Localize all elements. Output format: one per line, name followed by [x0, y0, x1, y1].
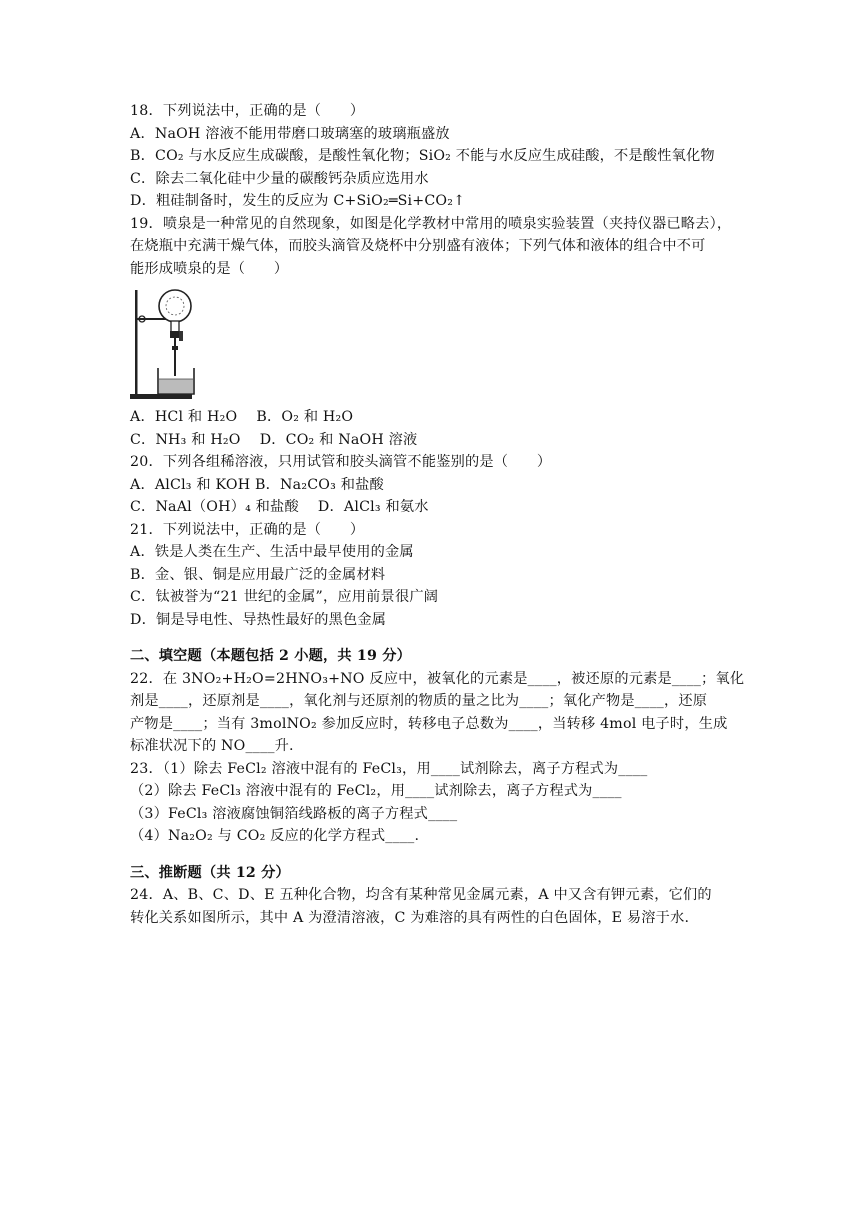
exam-page — [130, 100, 745, 929]
option-b: B．CO₂ 与水反应生成碳酸，是酸性氧化物；SiO₂ 不能与水反应生成硅酸，不是酸性氧化物 — [130, 148, 715, 164]
question-stem: 19．喷泉是一种常见的自然现象，如图是化学教材中常用的喷泉实验装置（夹持仪器已略去）， — [130, 215, 732, 232]
question-23 — [130, 758, 740, 848]
question-24 — [130, 884, 740, 929]
question-text: 剂是____，还原剂是____，氧化剂与还原剂的物质的量之比为____；氧化产物是____，还原 — [130, 693, 708, 709]
option-d: D．粗硅制备时，发生的反应为 C+SiO₂═Si+CO₂↑ — [130, 193, 466, 209]
option-c-d: C．NaAl（OH）₄ 和盐酸 D．AlCl₃ 和氨水 — [130, 499, 429, 515]
question-stem: 能形成喷泉的是（ ） — [130, 260, 289, 277]
question-text: （2）除去 FeCl₃ 溶液中混有的 FeCl₂，用____试剂除去，离子方程式为____ — [130, 783, 622, 799]
option-c: C．除去二氧化硅中少量的碳酸钙杂质应选用水 — [130, 170, 429, 187]
question-text: 标准状况下的 NO____升. — [130, 738, 294, 754]
question-text: 转化关系如图所示，其中 A 为澄清溶液，C 为难溶的具有两性的白色固体，E 易溶于水. — [130, 909, 690, 926]
question-21 — [130, 519, 740, 632]
section-heading: 二、填空题（本题包括 2 小题，共 19 分） — [130, 648, 411, 664]
option-a: A．铁是人类在生产、生活中最早使用的金属 — [130, 544, 414, 560]
question-stem: 18．下列说法中，正确的是（ ） — [130, 103, 365, 119]
question-text: 22．在 3NO₂+H₂O=2HNO₃+NO 反应中，被氧化的元素是____，被还原的元素是____；氧化 — [130, 670, 745, 687]
question-text: 24．A、B、C、D、E 五种化合物，均含有某种常见金属元素，A 中又含有钾元素，它们的 — [130, 887, 712, 903]
question-20 — [130, 451, 740, 519]
fountain-apparatus-figure — [130, 282, 740, 404]
question-stem: 20．下列各组稀溶液，只用试管和胶头滴管不能鉴别的是（ ） — [130, 454, 552, 470]
option-a: A．NaOH 溶液不能用带磨口玻璃塞的玻璃瓶盛放 — [130, 125, 450, 142]
question-18 — [130, 100, 740, 213]
question-stem: 在烧瓶中充满干燥气体，而胶头滴管及烧杯中分别盛有液体；下列气体和液体的组合中不可 — [130, 238, 706, 254]
option-c: C．钛被誉为“21 世纪的金属”，应用前景很广阔 — [130, 589, 439, 605]
question-text: （4）Na₂O₂ 与 CO₂ 反应的化学方程式____. — [130, 828, 420, 844]
section-heading: 三、推断题（共 12 分） — [130, 864, 290, 881]
option-a-b: A．AlCl₃ 和 KOH B．Na₂CO₃ 和盐酸 — [130, 476, 384, 493]
question-text: 产物是____；当有 3molNO₂ 参加反应时，转移电子总数为____，当转移 4mol 电子时，生成 — [130, 715, 728, 732]
option-a-b: A．HCl 和 H₂O B．O₂ 和 H₂O — [130, 409, 354, 425]
question-text: （3）FeCl₃ 溶液腐蚀铜箔线路板的离子方程式____ — [130, 805, 458, 822]
question-text: 23．（1）除去 FeCl₂ 溶液中混有的 FeCl₃，用____试剂除去，离子方程式为____ — [130, 760, 648, 777]
fountain-apparatus-icon — [130, 284, 200, 402]
option-b: B．金、银、铜是应用最广泛的金属材料 — [130, 566, 386, 583]
question-stem: 21．下列说法中，正确的是（ ） — [130, 521, 365, 538]
question-22 — [130, 668, 745, 758]
option-d: D．铜是导电性、导热性最好的黑色金属 — [130, 611, 387, 628]
option-c-d: C．NH₃ 和 H₂O D．CO₂ 和 NaOH 溶液 — [130, 431, 418, 448]
question-19 — [130, 213, 740, 452]
